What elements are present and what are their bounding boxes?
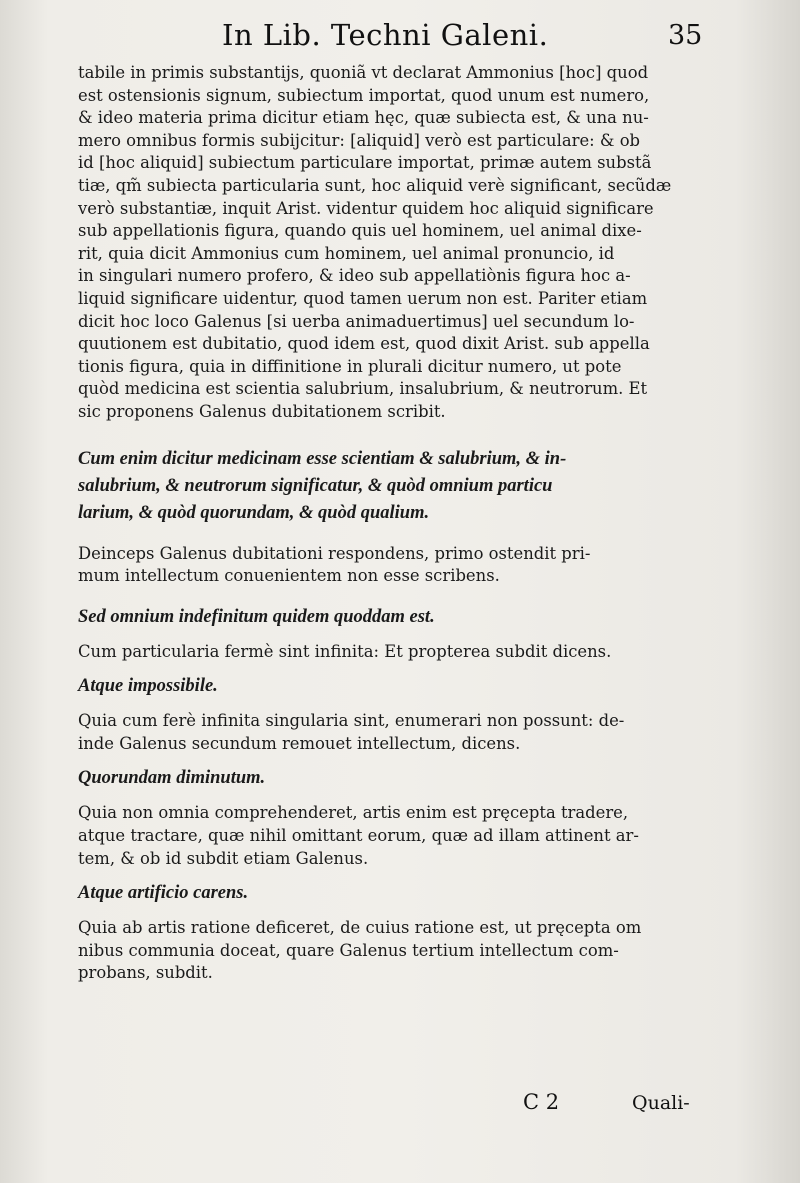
text-line: dicit hoc loco Galenus [si uerba animaduertimus] uel secundum lo- xyxy=(78,311,635,331)
text-line: Sed omnium indefinitum quidem quoddam est. xyxy=(78,606,435,627)
text-line: liquid significare uidentur, quod tamen uerum non est. Pariter etiam xyxy=(78,288,648,308)
text-line: Quia ab artis ratione deficeret, de cuius ratione est, ut pręcepta om xyxy=(78,918,642,938)
text-line: larium, & quòd quorundam, & quòd qualium. xyxy=(78,502,430,523)
text-line: salubrium, & neutrorum significatur, & quòd omnium particu xyxy=(78,475,553,496)
lemma-quotation xyxy=(78,765,718,792)
text-line: sub appellationis figura, quando quis uel hominem, uel animal dixe- xyxy=(78,221,642,241)
signature-mark: C 2 xyxy=(523,1090,560,1114)
text-line: probans, subdit. xyxy=(78,963,213,983)
text-line: verò substantiæ, inquit Arist. videntur quidem hoc aliquid significare xyxy=(78,198,654,218)
text-line: tionis figura, quia in diffinitione in plurali dicitur numero, ut pote xyxy=(78,356,622,376)
lemma-quotation xyxy=(78,604,718,631)
text-line: Quia non omnia comprehenderet, artis enim est pręcepta tradere, xyxy=(78,803,629,823)
text-line: nibus communia doceat, quare Galenus tertium intellectum com- xyxy=(78,940,619,960)
text-line: Atque artificio carens. xyxy=(78,883,249,904)
text-line: inde Galenus secundum remouet intellectum, dicens. xyxy=(78,733,521,753)
text-line: atque tractare, quæ nihil omittant eorum, quæ ad illam attinent ar- xyxy=(78,826,639,846)
block-spacer xyxy=(78,792,718,802)
commentary-paragraph xyxy=(78,62,718,424)
text-line: Deinceps Galenus dubitationi respondens, primo ostendit pri- xyxy=(78,543,591,563)
text-line: Cum enim dicitur medicinam esse scientiam & salubrium, & in- xyxy=(78,448,567,469)
text-line: quòd medicina est scientia salubrium, insalubrium, & neutrorum. Et xyxy=(78,379,648,399)
text-line: in singulari numero profero, & ideo sub appellatiònis figura hoc a- xyxy=(78,266,631,286)
block-spacer xyxy=(78,700,718,710)
commentary-paragraph xyxy=(78,710,718,755)
text-line: est ostensionis signum, subiectum importat, quod unum est numero, xyxy=(78,85,650,105)
text-line: Quia cum ferè infinita singularia sint, enumerari non possunt: de- xyxy=(78,711,625,731)
running-title: In Lib. Techni Galeni. xyxy=(222,18,549,52)
text-line: Quorundam diminutum. xyxy=(78,768,266,789)
lemma-quotation xyxy=(78,673,718,700)
block-spacer xyxy=(78,588,718,604)
block-spacer xyxy=(78,527,718,543)
text-line: quutionem est dubitatio, quod idem est, quod dixit Arist. sub appella xyxy=(78,334,650,354)
page-number: 35 xyxy=(668,20,703,51)
text-line: tiæ, qm̃ subiecta particularia sunt, hoc aliquid verè significant, secũdæ xyxy=(78,175,672,195)
lemma-quotation xyxy=(78,446,718,527)
text-line: & ideo materia prima dicitur etiam hęc, quæ subiecta est, & una nu- xyxy=(78,108,649,128)
page-footer xyxy=(0,1086,800,1126)
page-header xyxy=(0,14,800,58)
catchword: Quali- xyxy=(632,1092,690,1114)
text-line: Cum particularia fermè sint infinita: Et propterea subdit dicens. xyxy=(78,641,612,661)
text-line: mum intellectum conuenientem non esse scribens. xyxy=(78,566,500,586)
block-spacer xyxy=(78,870,718,880)
text-line: mero omnibus formis subijcitur: [aliquid] verò est particulare: & ob xyxy=(78,130,641,150)
text-line: rit, quia dicit Ammonius cum hominem, uel animal pronuncio, id xyxy=(78,243,615,263)
block-spacer xyxy=(78,424,718,446)
commentary-paragraph xyxy=(78,917,718,985)
commentary-paragraph xyxy=(78,802,718,870)
text-line: sic proponens Galenus dubitationem scribit. xyxy=(78,401,446,421)
text-line: tem, & ob id subdit etiam Galenus. xyxy=(78,848,369,868)
block-spacer xyxy=(78,755,718,765)
commentary-paragraph xyxy=(78,543,718,588)
text-line: Atque impossibile. xyxy=(78,676,218,697)
text-line: id [hoc aliquid] subiectum particulare importat, primæ autem substã xyxy=(78,153,652,173)
page-body xyxy=(78,62,718,985)
block-spacer xyxy=(78,663,718,673)
block-spacer xyxy=(78,631,718,641)
text-line: tabile in primis substantijs, quoniã vt declarat Ammonius [hoc] quod xyxy=(78,63,649,82)
lemma-quotation xyxy=(78,880,718,907)
commentary-paragraph xyxy=(78,641,718,664)
block-spacer xyxy=(78,907,718,917)
